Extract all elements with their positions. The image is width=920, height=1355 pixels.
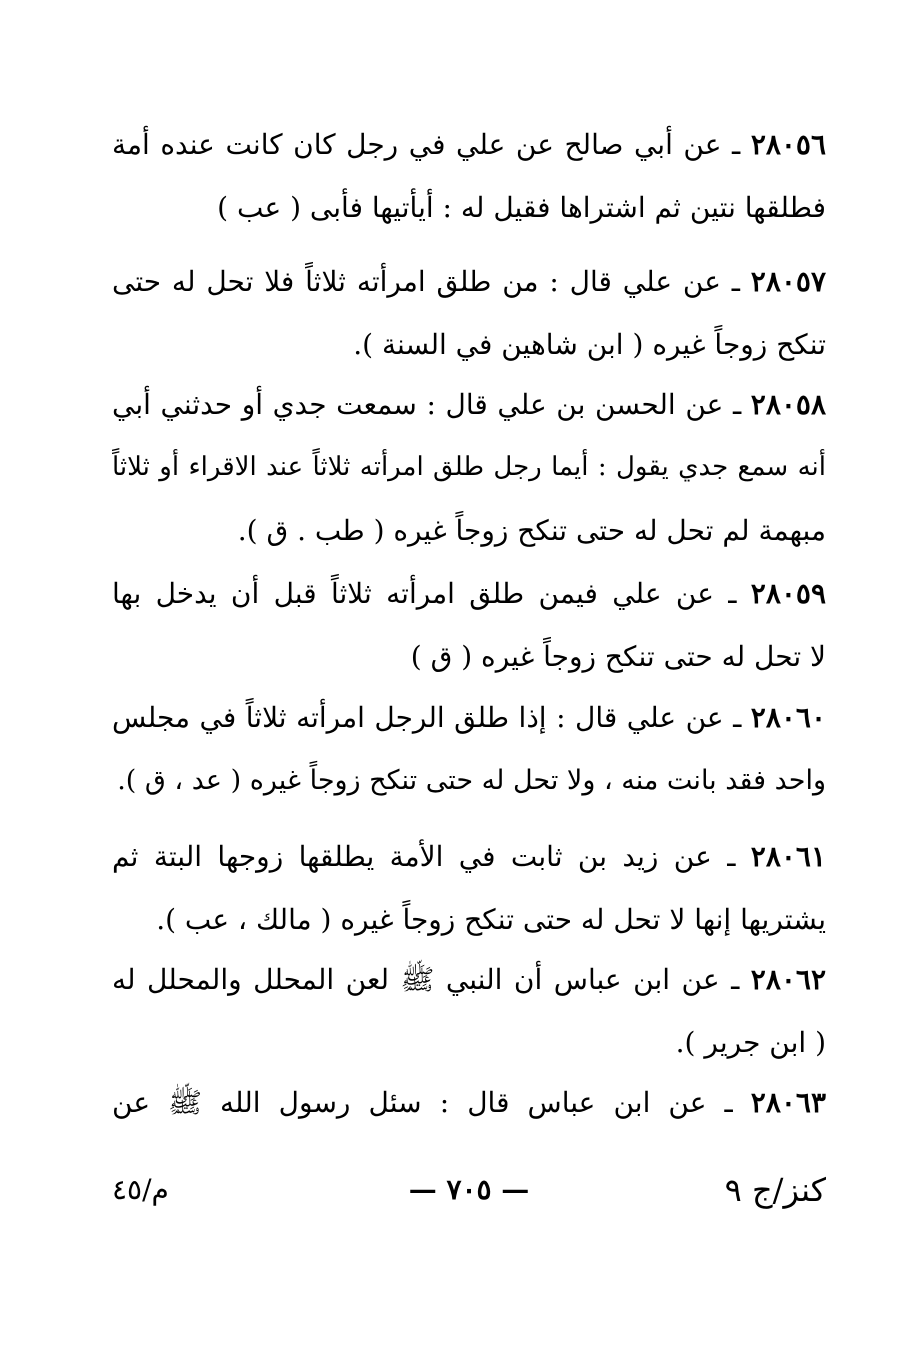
hadith-entry — [112, 948, 826, 1074]
hadith-text: عن علي قال : إذا طلق الرجل امرأته ثلاثاً في مجلس — [112, 701, 724, 734]
hadith-line: لا تحل له حتى تنكح زوجاً غيره ( ق ) — [410, 640, 826, 673]
hadith-line: ٢٨٠٦٠ ـ عن علي قال : إذا طلق الرجل امرأته ثلاثاً في مجلس — [112, 701, 826, 734]
hadith-entry — [112, 113, 826, 239]
hadith-line: ٢٨٠٥٨ ـ عن الحسن بن علي قال : سمعت جدي أو حدثني أبي — [112, 388, 826, 421]
hadith-text: عن ابن عباس أن النبي ﷺ لعن المحلل والمحلل له — [112, 963, 720, 996]
hadith-text: عن علي قال : من طلق امرأته ثلاثاً فلا تحل له حتى — [112, 265, 721, 298]
hadith-line: ٢٨٠٥٦ ـ عن أبي صالح عن علي في رجل كان كانت عنده أمة — [112, 128, 826, 161]
hadith-number: ٢٨٠٦٣ — [750, 1086, 826, 1119]
hadith-entry — [112, 562, 826, 688]
hadith-number: ٢٨٠٦٠ — [750, 701, 826, 734]
hadith-number: ٢٨٠٦٢ — [750, 963, 826, 996]
hadith-number: ٢٨٠٥٧ — [750, 265, 826, 298]
hadith-line: يشتريها إنها لا تحل له حتى تنكح زوجاً غيره ( مالك ، عب ). — [156, 903, 826, 936]
hadith-line: مبهمة لم تحل له حتى تنكح زوجاً غيره ( طب . ق ). — [237, 514, 826, 547]
hadith-line: ٢٨٠٦٢ ـ عن ابن عباس أن النبي ﷺ لعن المحلل والمحلل له — [112, 963, 826, 996]
signature-mark: م/٤٥ — [112, 1173, 169, 1206]
hadith-text: عن علي فيمن طلق امرأته ثلاثاً قبل أن يدخل بها — [112, 577, 714, 610]
hadith-text: عن أبي صالح عن علي في رجل كان كانت عنده أمة — [112, 128, 722, 161]
volume-label: كنز/ج ٩ — [724, 1171, 826, 1209]
hadith-number: ٢٨٠٥٨ — [750, 388, 826, 421]
hadith-line: ٢٨٠٦٣ ـ عن ابن عباس قال : سئل رسول الله ﷺ عن — [112, 1086, 826, 1119]
hadith-line: أنه سمع جدي يقول : أيما رجل طلق امرأته ثلاثاً عند الاقراء أو ثلاثاً — [112, 452, 826, 482]
hadith-number: ٢٨٠٦١ — [750, 840, 826, 873]
page-number: — ٧٠٥ — — [408, 1173, 530, 1206]
hadith-text: عن زيد بن ثابت في الأمة يطلقها زوجها البتة ثم — [112, 840, 712, 873]
hadith-entry — [112, 373, 826, 562]
hadith-line: ٢٨٠٦١ ـ عن زيد بن ثابت في الأمة يطلقها زوجها البتة ثم — [112, 840, 826, 873]
hadith-number: ٢٨٠٥٩ — [750, 577, 826, 610]
hadith-line: ( ابن جرير ). — [675, 1026, 826, 1059]
hadith-text: عن ابن عباس قال : سئل رسول الله ﷺ عن — [112, 1086, 707, 1119]
hadith-line: تنكح زوجاً غيره ( ابن شاهين في السنة ). — [353, 328, 826, 361]
hadith-text: عن الحسن بن علي قال : سمعت جدي أو حدثني أبي — [112, 388, 724, 421]
hadith-entry — [112, 825, 826, 951]
hadith-number: ٢٨٠٥٦ — [750, 128, 826, 161]
hadith-line: ٢٨٠٥٧ ـ عن علي قال : من طلق امرأته ثلاثاً فلا تحل له حتى — [112, 265, 826, 298]
hadith-entry — [112, 686, 826, 812]
hadith-entry — [112, 250, 826, 376]
hadith-line: ٢٨٠٥٩ ـ عن علي فيمن طلق امرأته ثلاثاً قبل أن يدخل بها — [112, 577, 826, 610]
page-footer — [112, 1160, 826, 1220]
hadith-line: فطلقها نتين ثم اشتراها فقيل له : أيأتيها فأبى ( عب ) — [217, 191, 826, 224]
hadith-entry — [112, 1071, 826, 1134]
hadith-line: واحد فقد بانت منه ، ولا تحل له حتى تنكح زوجاً غيره ( عد ، ق ). — [117, 765, 826, 796]
